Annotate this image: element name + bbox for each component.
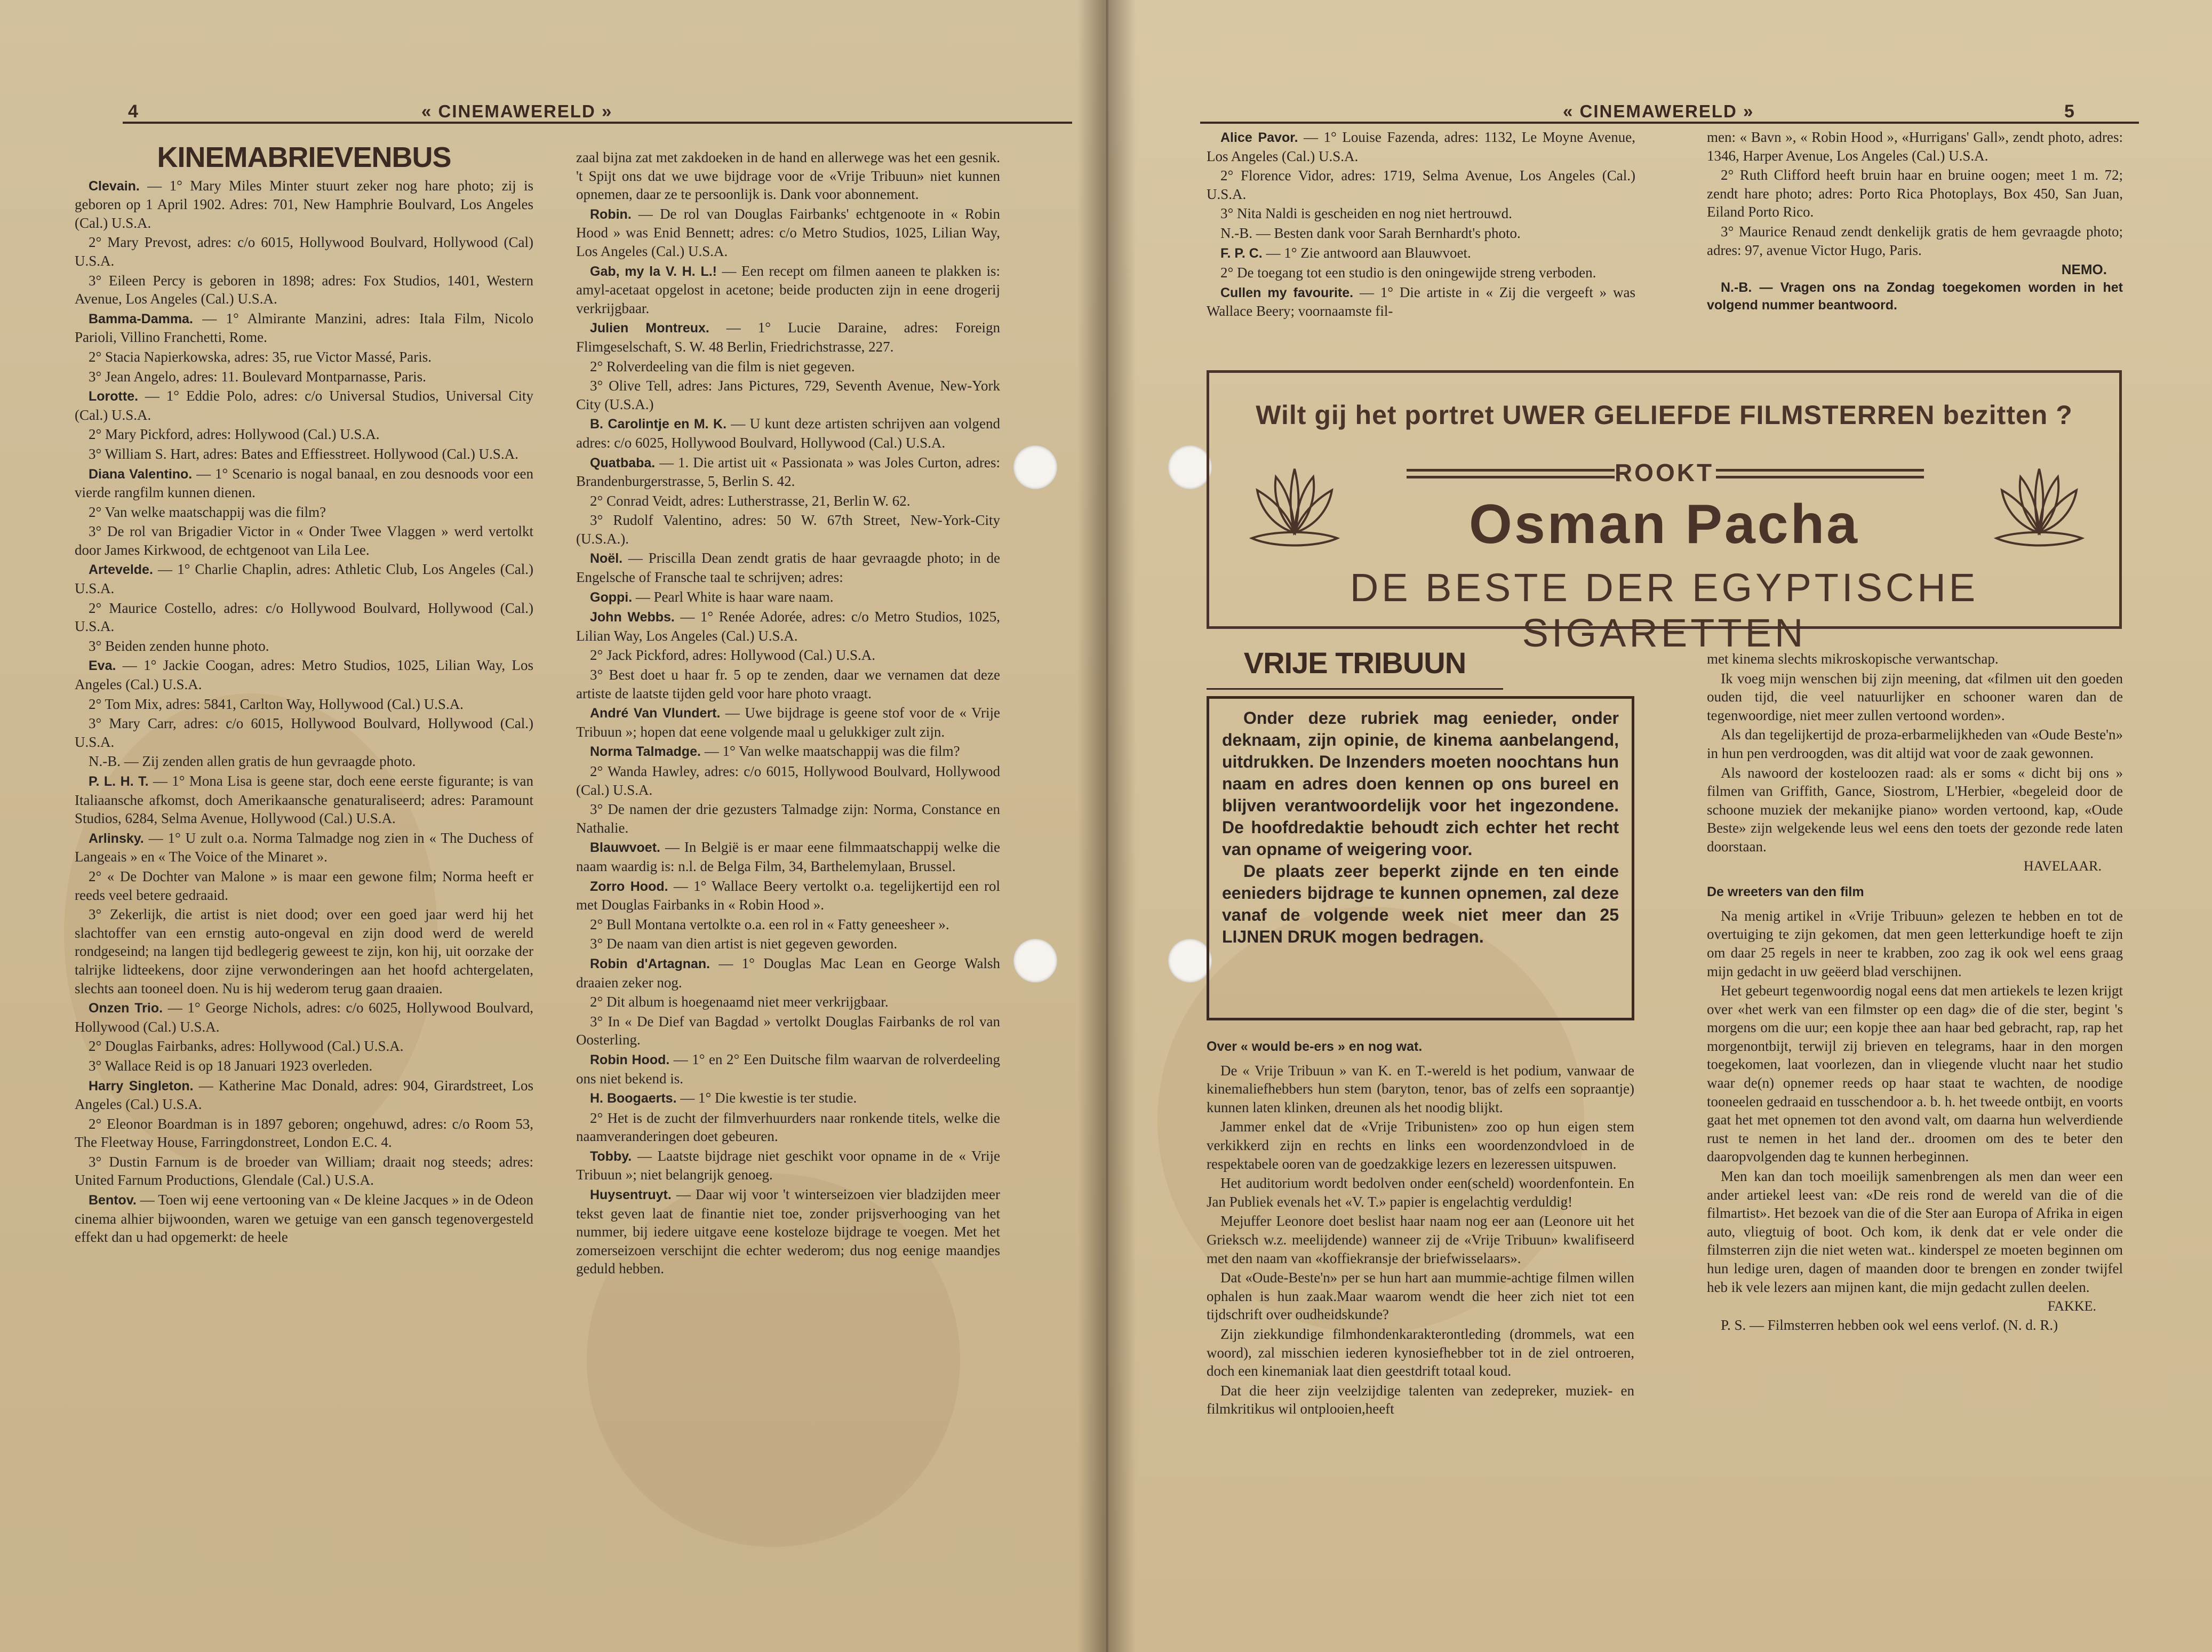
paragraph-text: 2° Mary Pickford, adres: Hollywood (Cal.) U.S.A. (89, 426, 380, 443)
correspondent-name: B. Carolintje en M. K. (590, 417, 727, 432)
paragraph (576, 915, 1000, 934)
paragraph (576, 954, 1000, 992)
paragraph (75, 503, 533, 522)
paragraph (1207, 1268, 1634, 1324)
correspondent-name: Robin. (590, 206, 632, 222)
paragraph (75, 272, 533, 308)
paragraph-text: — 1° Renée Adorée, adres: c/o Metro Studios, 1025, Lilian Way, Los Angeles (Cal.) U.S.A. (576, 609, 1000, 644)
paragraph (1707, 669, 2123, 725)
paragraph (75, 465, 533, 502)
paragraph-text: Mejuffer Leonore doet beslist haar naam nog eer aan (Leonore uit het Grieksch w.z. meelijdende) wanneer zij de «Vrije Tribuun» kwalifiseerd met den naam van «koffiekransje der briefwisselaars». (1207, 1213, 1634, 1266)
paragraph-text: 3° Dustin Farnum is de broeder van William; draait nog steeds; adres: United Farnum Productions, Glendale (Cal.) U.S.A. (75, 1153, 533, 1188)
correspondent-name: Alice Pavor. (1220, 130, 1298, 145)
paragraph-text: — Katherine Mac Donald, adres: 904, Girardstreet, Los Angeles (Cal.) U.S.A. (75, 1077, 533, 1113)
right-running-head (1104, 101, 2212, 128)
paragraph-text: 2° Het is de zucht der filmverhuurders naar ronkende titels, welke die naamveranderingen doet gebeuren. (576, 1110, 1000, 1145)
paragraph-text: Ik voeg mijn wenschen bij zijn meening, dat «filmen uit den goeden ouden tijd, die veel natuurlijker en schooner waren dan de tegenwoordige, niet meer zullen vertoond worden». (1707, 670, 2123, 723)
article-body (1707, 650, 2123, 856)
paragraph-text: 3° Mary Carr, adres: c/o 6015, Hollywood Boulvard, Hollywood (Cal.) U.S.A. (75, 715, 533, 750)
postscript: P. S. — Filmsterren hebben ook wel eens verlof. (N. d. R.) (1721, 1316, 2058, 1333)
correspondent-name: F. P. C. (1220, 245, 1263, 261)
paragraph (576, 262, 1000, 318)
paragraph-text: 2° Douglas Fairbanks, adres: Hollywood (Cal.) U.S.A. (89, 1038, 404, 1055)
paragraph-text: Dat «Oude-Beste'n» per se hun hart aan mummie-achtige filmen willen ophalen is hun zaak.Maar waarom wendt die heer zich niet tot een tijdschrift over oudheidskunde? (1207, 1270, 1634, 1323)
signature: HAVELAAR. (2023, 858, 2102, 874)
running-head-title: « CINEMAWERELD » (1563, 101, 1754, 121)
paragraph (1207, 1062, 1634, 1117)
paragraph (1707, 907, 2123, 980)
answers-column-1 (1207, 128, 1635, 322)
paragraph-text: 2° Tom Mix, adres: 5841, Carlton Way, Hollywood (Cal.) U.S.A. (89, 696, 464, 712)
paragraph (1707, 650, 2123, 668)
paragraph-text: Het gebeurt tegenwoordig nogal eens dat men artiekels te lezen krijgt over «het werk van een filmster op een dag» die of die ster, begint 's morgens om die uur; een kopje thee aan haar bed gebracht, rap, rap het morgenontbijt, terwijl zij brieven en telegrams, haar in den morgen toegekomen, laat voorlezen, dan in vliegende vlucht naar het studio waar de(n) opnemer reeds op haar staat te wachten, de noodige tooneelen gedraaid en tusschendoor a. b. h. het tweede ontbijt, en voorts gaat het met opnemen tot den avond valt, om daarna hun welverdiende rust te nemen in het land der.. droomen om des te beter den daaropvolgenden dag te kunnen herbeginnen. (1707, 983, 2123, 1165)
paragraph-text: 3° Wallace Reid is op 18 Januari 1923 overleden. (89, 1057, 373, 1074)
paragraph-text: — Daar wij voor 't winterseizoen vier bladzijden meer tekst geven laat de finantie niet toe, zonder prijsverhooging van het nummer, bij iedere uitgave eene kosteloze bijdrage te voegen. Met het zomerseizoen verschijnt die echter wederom; dus nog eenige maandjes geduld hebben. (576, 1186, 1000, 1277)
paragraph (75, 867, 533, 904)
notice-paragraph: De plaats zeer beperkt zijnde en ten einde eenieders bijdrage te kunnen opnemen, zal deze vanaf de volgende week niet meer dan 25 LIJNEN DRUK mogen bedragen. (1222, 861, 1619, 946)
paragraph-text: 2° Van welke maatschappij was die film? (89, 504, 326, 520)
paragraph-text: 2° Eleonor Boardman is in 1897 geboren; ongehuwd, adres: c/o Room 53, The Fleetway House, Farringdonstreet, London E.C. 4. (75, 1115, 533, 1151)
osman-pacha-advert (1207, 370, 2122, 655)
paragraph (1207, 204, 1635, 223)
paragraph-text: 3° Best doet u haar fr. 5 op te zenden, daar we vernamen dat deze artiste de laatste tijden geld voor hare photo vraagt. (576, 667, 1000, 701)
paragraph-text: 3° Rudolf Valentino, adres: 50 W. 67th Street, New-York-City (U.S.A.). (576, 512, 1000, 547)
paragraph-text: 3° In « De Dief van Bagdad » vertolkt Douglas Fairbanks de rol van Oosterling. (576, 1013, 1000, 1048)
paragraph-text: 3° Beiden zenden hunne photo. (89, 637, 269, 654)
paragraph-text: 2° Jack Pickford, adres: Hollywood (Cal.) U.S.A. (590, 647, 875, 664)
paragraph-text: 2° Wanda Hawley, adres: c/o 6015, Hollywood Boulvard, Hollywood (Cal.) U.S.A. (576, 763, 1000, 798)
paragraph-text: — Priscilla Dean zendt gratis de haar gevraagde photo; in de Engelsche of Fransche taal te schrijven; adres: (576, 550, 1000, 586)
nb-note: N.-B. — Vragen ons na Zondag toegekomen worden in het volgend nummer beantwoord. (1707, 280, 2123, 313)
paragraph-text: — 1° Die kwestie is ter studie. (676, 1090, 857, 1106)
correspondent-name: Gab, my la V. H. L.! (590, 264, 717, 279)
paragraph (1207, 1382, 1634, 1418)
paragraph (75, 772, 533, 828)
spine-gutter (1077, 0, 1136, 1652)
paragraph-text: 3° Maurice Renaud zendt denkelijk gratis de hem gevraagde photo; adres: 97, avenue Victor Hugo, Paris. (1707, 223, 2123, 258)
paragraph-text: — 1° U zult o.a. Norma Talmadge nog zien in « The Duchess of Langeais » en « The Voice of the Minaret ». (75, 829, 533, 865)
paragraph (576, 1185, 1000, 1278)
paragraph (75, 1037, 533, 1056)
paragraph-text: — In België is er maar eene filmmaatschappij welke die naam waardig is: n.l. de Belga Film, 34, Barthelemylaan, Brussel. (576, 839, 1000, 874)
answers-column-2 (1707, 128, 2123, 315)
left-page (0, 0, 1104, 1652)
paragraph (1707, 222, 2123, 259)
paragraph-text: 2° Conrad Veidt, adres: Lutherstrasse, 21, Berlin W. 62. (590, 492, 911, 509)
paragraph (1207, 244, 1635, 263)
correspondent-name: Arlinsky. (89, 831, 144, 846)
correspondent-name: Noël. (590, 551, 623, 566)
paragraph-text: Het auditorium wordt bedolven onder een(scheld) woordenfontein. En Jan Publiek evenals het «V. T.» papier is engelachtig verduldig! (1207, 1175, 1634, 1210)
paragraph-text: — Pearl White is haar ware naam. (632, 588, 834, 605)
paragraph (75, 522, 533, 559)
article-subtitle: Over « would be-ers » en nog wat. (1207, 1039, 1423, 1054)
vrije-tribuun-notice (1207, 696, 1634, 1020)
paragraph (1207, 1174, 1634, 1211)
header-rule (123, 122, 1072, 124)
paragraph-text: — 1° Douglas Mac Lean en George Walsh draaien zeker nog. (576, 955, 1000, 991)
paragraph (1707, 128, 2123, 165)
column-title: KINEMABRIEVENBUS (157, 141, 451, 173)
correspondent-name: Clevain. (89, 178, 140, 194)
paragraph-text: — 1° en 2° Een Duitsche film waarvan de rolverdeeling ons niet bekend is. (576, 1051, 1000, 1087)
paragraph (1207, 128, 1635, 165)
paragraph-text: — 1° Die artiste in « Zij die vergeeft » was Wallace Beery; voornaamste fil- (1207, 284, 1635, 320)
paragraph-text: — 1° Louise Fazenda, adres: 1132, Le Moyne Avenue, Los Angeles (Cal.) U.S.A. (1207, 129, 1636, 164)
running-head-title: « CINEMAWERELD » (421, 101, 613, 121)
paragraph-text: 2° « De Dochter van Malone » is maar een gewone film; Norma heeft er reeds veel betere gedraaid. (75, 868, 533, 903)
paragraph (576, 414, 1000, 452)
paragraph-text: — 1° Mary Miles Minter stuurt zeker nog hare photo; zij is geboren op 1 April 1902. Adres: 701, New Hamphrie Boulvard, Los Angeles (Cal.) U.S.A. (75, 177, 533, 231)
notice-paragraph: Onder deze rubriek mag eenieder, onder deknaam, zijn opinie, de kinema aanbelangend, uitdrukken. De Inzenders moeten noochtans hun naam en adres doen kennen op ons bureel en blijven verantwoordelijk voor het ingezondene. De hoofdredaktie behoudt zich echter het recht van opname of weigering voor. (1222, 708, 1619, 859)
paragraph (75, 309, 533, 347)
paragraph-text: — 1° Scenario is nogal banaal, en zou desnoods voor een vierde rangfilm kunnen dienen. (75, 465, 533, 501)
paragraph (75, 714, 533, 751)
letters-list (75, 177, 533, 1247)
paragraph-text: Men kan dan toch moeilijk samenbrengen als men dan weer een ander artiekel leest van: «De reis rond de wereld van die of die filmartist». Het bezoek van die of die Ster aan Europa of Afrika in eigen auto, vliegtuig of boot. Och kom, ik denk dat er vele onder die filmsterren zijn die niet weten wat.. kinderspel ze moeten beginnen om hun ledige uren, dagen of maanden door te brengen en zonder twijfel heb ik vele lezers aan mijnen kant, die mijn gedacht zullen deelen. (1707, 1168, 2123, 1295)
letters-list (576, 148, 1000, 1278)
correspondent-name: Huysentruyt. (590, 1187, 672, 1203)
tribuun-column-2 (1707, 650, 2123, 1335)
paragraph (576, 704, 1000, 741)
paragraph-text: Dat die heer zijn veelzijdige talenten van zedepreker, muziek- en filmkritikus wil ontplooien,heeft (1207, 1382, 1634, 1417)
paragraph (576, 935, 1000, 953)
paragraph (576, 762, 1000, 799)
paragraph (75, 1057, 533, 1075)
paragraph (75, 999, 533, 1036)
paragraph-text: Na menig artikel in «Vrije Tribuun» gelezen te hebben en tot de overtuiging te zijn gekomen, dat men geen letterkundige hoeft te zijn om daar 25 regels in neer te krabben, zoo zag ik ook wel eens graag mijn gedacht in uw geëerd blad verschijnen. (1707, 907, 2123, 979)
paragraph (75, 1115, 533, 1152)
paragraph (75, 445, 533, 464)
paragraph (75, 177, 533, 233)
paragraph-text: 3° Nita Naldi is gescheiden en nog niet hertrouwd. (1220, 205, 1512, 222)
lotus-ornament-icon (1247, 464, 1343, 554)
signature: NEMO. (2061, 261, 2107, 278)
paragraph (1207, 264, 1635, 282)
correspondent-name: Tobby. (590, 1148, 632, 1164)
paragraph-text: 3° Eileen Percy is geboren in 1898; adres: Fox Studios, 1401, Western Avenue, Los Angeles (Cal.) U.S.A. (75, 272, 533, 307)
paragraph-text: Als dan tegelijkertijd de proza-erbarmelijkheden van «Oude Beste'n» in hun pen verdroogden, was dit altijd wat voor de zaak gewonnen. (1707, 727, 2123, 761)
paragraph-text: — Uwe bijdrage is geene stof voor de « Vrije Tribuun »; hopen dat eene volgende maal u gelukkiger zult zijn. (576, 705, 1000, 740)
paragraph-text: 3° De rol van Brigadier Victor in « Onder Twee Vlaggen » werd vertolkt door James Kirkwood, de echtgenoot van Lila Lee. (75, 523, 533, 558)
answers-list (1207, 128, 1635, 321)
answers-list (1707, 128, 2123, 259)
paragraph (75, 656, 533, 693)
paragraph-text: — 1° Almirante Manzini, adres: Itala Film, Nicolo Parioli, Villino Franchetti, Rome. (75, 310, 533, 346)
paragraph-text: 3° Jean Angelo, adres: 11. Boulevard Montparnasse, Paris. (89, 368, 426, 385)
article-body (1707, 907, 2123, 1296)
paragraph-text: — 1. Die artist uit « Passionata » was Joles Curton, adres: Brandenburgerstrasse, 5, Berlin S. 42. (576, 454, 1000, 490)
paragraph (1207, 1212, 1634, 1267)
paragraph-text: — 1° Jackie Coogan, adres: Metro Studios, 1025, Lilian Way, Los Angeles (Cal.) U.S.A. (75, 657, 533, 693)
paragraph-text: 2° De toegang tot een studio is den oningewijde streng verboden. (1220, 265, 1596, 281)
letters-column-2 (576, 148, 1000, 1279)
paragraph (1707, 725, 2123, 762)
correspondent-name: Zorro Hood. (590, 879, 668, 894)
page-number: 4 (128, 101, 139, 122)
paragraph (576, 549, 1000, 586)
paragraph-text: zaal bijna zat met zakdoeken in de hand en allerwege was het een gesnik. 't Spijt ons dat we uwe bijdrage voor de «Vrije Tribuun» niet kunnen opnemen, daar ze te persoonlijk is. Dank voor abonnement. (576, 149, 1000, 203)
correspondent-name: Blauwvoet. (590, 840, 660, 856)
advert-rookt: ROOKT (1614, 459, 1714, 486)
paragraph (576, 1012, 1000, 1049)
correspondent-name: Cullen my favourite. (1220, 285, 1354, 300)
paragraph-text: — 1° Van welke maatschappij was die film? (700, 743, 960, 760)
paragraph (576, 357, 1000, 376)
paragraph (576, 1089, 1000, 1108)
letters-column-1 (75, 141, 533, 1248)
paragraph-text: 3° Olive Tell, adres: Jans Pictures, 729, Seventh Avenue, New-York City (U.S.A.) (576, 378, 1000, 412)
paragraph (1207, 166, 1635, 203)
paragraph-text: — 1° Mona Lisa is geene star, doch eene eerste figurante; is van Italiaansche afkomst, doch Amerikaansche genaturaliseerd; adres: Paramount Studios, 6284, Selma Avenue, Hollywood (Cal.) U.S.A. (75, 773, 533, 827)
paragraph-text: met kinema slechts mikroskopische verwantschap. (1707, 651, 1999, 667)
correspondent-name: Bamma-Damma. (89, 311, 193, 326)
paragraph-text: 3° De namen der drie gezusters Talmadge zijn: Norma, Constance en Nathalie. (576, 801, 1000, 836)
correspondent-name: Robin Hood. (590, 1052, 670, 1067)
paragraph (75, 752, 533, 771)
paragraph (576, 453, 1000, 491)
paragraph (75, 233, 533, 270)
paragraph-text: 2° Florence Vidor, adres: 1719, Selma Avenue, Los Angeles (Cal.) U.S.A. (1207, 167, 1635, 202)
paragraph-text: 2° Dit album is hoegenaamd niet meer verkrijgbaar. (590, 994, 889, 1010)
advert-question: Wilt gij het portret UWER GELIEFDE FILMSTERREN bezitten ? (1256, 400, 2073, 430)
paragraph (576, 1050, 1000, 1088)
paragraph-text: men: « Bavn », « Robin Hood », «Hurrigans' Gall», zendt photo, adres: 1346, Harper Avenue, Los Angeles (Cal.) U.S.A. (1707, 129, 2123, 164)
paragraph (75, 387, 533, 424)
paragraph (1207, 224, 1635, 243)
paragraph (576, 511, 1000, 548)
paragraph (576, 1109, 1000, 1146)
paragraph (1207, 1325, 1634, 1380)
lotus-ornament-icon (1991, 464, 2087, 554)
correspondent-name: Quatbaba. (590, 455, 656, 470)
paragraph (75, 637, 533, 656)
paragraph (576, 588, 1000, 607)
paragraph-text: — Toen wij eene vertooning van « De kleine Jacques » in de Odeon cinema alhier bijwoonden, waren we getuige van een gansch tegenovergesteld effekt dan u had opgemerkt: de heele (75, 1192, 533, 1246)
advert-brand: Osman Pacha (1469, 493, 1859, 555)
paragraph-text: Jammer enkel dat de «Vrije Tribunisten» zoo op hun eigen stem verkikkerd zijn en rechts en links een woordenzondvloed in de respektabele ooren van de goedzakkige lezers en lezeressen uitspuwen. (1207, 1119, 1634, 1172)
paragraph-text: — 1° George Nichols, adres: c/o 6025, Hollywood Boulvard, Hollywood (Cal.) U.S.A. (75, 1000, 533, 1035)
paragraph (1707, 764, 2123, 856)
paragraph-text: — De rol van Douglas Fairbanks' echtgenoote in « Robin Hood » was Enid Bennett; adres: c/o Metro Studios, 1025, Lilian Way, Los Angeles (Cal.) U.S.A. (576, 205, 1000, 259)
paragraph (75, 560, 533, 597)
paragraph (75, 368, 533, 386)
paragraph (75, 829, 533, 866)
paragraph (576, 1147, 1000, 1184)
paragraph-text: — 1° Wallace Beery vertolkt o.a. tegelijkertijd een rol met Douglas Fairbanks in « Robin Hood ». (576, 877, 1000, 913)
paragraph-text: 3° William S. Hart, adres: Bates and Effiesstreet. Hollywood (Cal.) U.S.A. (89, 445, 518, 462)
paragraph (576, 993, 1000, 1011)
correspondent-name: Goppi. (590, 589, 633, 605)
paragraph-text: De « Vrije Tribuun » van K. en T.-wereld is het podium, vanwaar de kinemaliefhebbers hun stem (baryton, tenor, bas of zelfs een sopraantje) kunnen laten klinken, dreunen als het noodig blijkt. (1207, 1062, 1634, 1115)
tribuun-column-1 (1207, 1038, 1634, 1419)
vrije-tribuun-title: VRIJE TRIBUUN (1243, 646, 1466, 680)
correspondent-name: Norma Talmadge. (590, 744, 701, 760)
header-rule (1200, 122, 2139, 124)
article-subtitle: De wreeters van den film (1707, 884, 1864, 900)
paragraph (1707, 166, 2123, 221)
paragraph (75, 905, 533, 997)
punch-hole (1168, 939, 1212, 983)
paragraph (576, 742, 1000, 761)
punch-hole (1168, 445, 1212, 489)
correspondent-name: Eva. (89, 658, 116, 674)
paragraph-text: 2° Rolverdeeling van die film is niet gegeven. (590, 358, 855, 374)
correspondent-name: Bentov. (89, 1193, 137, 1208)
correspondent-name: Julien Montreux. (590, 321, 709, 336)
paragraph-text: 3° De naam van dien artist is niet gegeven geworden. (590, 936, 898, 952)
signature: FAKKE. (2047, 1298, 2096, 1314)
paragraph (576, 646, 1000, 665)
correspondent-name: Artevelde. (89, 562, 153, 578)
paragraph (75, 425, 533, 444)
paragraph (576, 492, 1000, 510)
correspondent-name: P. L. H. T. (89, 774, 149, 789)
paragraph (1207, 1118, 1634, 1173)
paragraph-text: N.-B. — Zij zenden allen gratis de hun gevraagde photo. (89, 753, 416, 770)
paragraph (75, 1191, 533, 1247)
paragraph-text: Als nawoord der kosteloozen raad: als er soms « dicht bij ons » filmen van Griffith, Gance, Siostrom, L'Herbier, «begeleid door de schoone muziek der mekanijke piano» worden vertoond, kap, «Oude Beste» zijn welgekende leus wel eens den toets der gezonde rede laten doorstaan. (1707, 764, 2123, 855)
advert-tagline: DE BESTE DER EGYPTISCHE SIGARETTEN (1349, 565, 1979, 655)
paragraph (576, 205, 1000, 261)
paragraph-text: — 1° Eddie Polo, adres: c/o Universal Studios, Universal City (Cal.) U.S.A. (75, 388, 533, 423)
punch-hole (1013, 939, 1057, 983)
paragraph-text: 2° Mary Prevost, adres: c/o 6015, Hollywood Boulvard, Hollywood (Cal) U.S.A. (75, 234, 533, 269)
paragraph-text: 2° Stacia Napierkowska, adres: 35, rue Victor Massé, Paris. (89, 348, 432, 365)
correspondent-name: André Van Vlundert. (590, 706, 721, 721)
paragraph-text: 2° Ruth Clifford heeft bruin haar en bruine oogen; meet 1 m. 72; zendt hare photo; adres: Porto Rica Photoplays, Box 450, San Juan, Eiland Porto Rico. (1707, 167, 2123, 220)
paragraph-text: — U kunt deze artisten schrijven aan volgend adres: c/o 6025, Hollywood Boulvard, Hollywood (Cal.) U.S.A. (576, 416, 1000, 451)
paragraph-text: — 1° Charlie Chaplin, adres: Athletic Club, Los Angeles (Cal.) U.S.A. (75, 561, 533, 597)
correspondent-name: Harry Singleton. (89, 1078, 194, 1094)
paragraph (75, 348, 533, 366)
paragraph-text: — 1° Lucie Daraine, adres: Foreign Flimgeselschaft, S. W. 48 Berlin, Friedrichstrasse, 227. (576, 320, 1000, 355)
paragraph (576, 377, 1000, 413)
paragraph-text: N.-B. — Besten dank voor Sarah Bernhardt's photo. (1220, 225, 1521, 241)
paragraph (576, 608, 1000, 645)
page-number: 5 (2064, 101, 2075, 122)
paragraph (1207, 283, 1635, 321)
correspondent-name: Diana Valentino. (89, 466, 193, 482)
correspondent-name: John Webbs. (590, 610, 675, 625)
paragraph (1707, 981, 2123, 1166)
left-running-head (0, 101, 1104, 128)
paragraph (576, 800, 1000, 837)
paragraph (576, 877, 1000, 914)
paragraph (75, 695, 533, 714)
paragraph-text: 3° Zekerlijk, die artist is niet dood; over een goed jaar werd hij het slachtoffer van een ernstig auto-ongeval en zijn dood werd de wereld rondgeseind; na langen tijd bedlegerig geweest te zijn, kon hij, uit oorzake der talrijke lidteekens, door zijne verwonderingen aan het hoofd achtergelaten, slechts aan tooneel doen. Nu is hij wederom terug gaan draaien. (75, 906, 533, 996)
paragraph (75, 1076, 533, 1114)
paragraph-text: — Een recept om filmen aaneen te plakken is: amyl-acetaat opgelost in acetone; beide producten zijn in eene drogerij verkrijgbaar. (576, 262, 1000, 316)
vrije-tribuun-rule (1207, 688, 1503, 690)
paragraph-text: 2° Maurice Costello, adres: c/o Hollywood Boulvard, Hollywood (Cal.) U.S.A. (75, 600, 533, 635)
punch-hole (1013, 445, 1057, 489)
paragraph-text: — 1° Zie antwoord aan Blauwvoet. (1262, 244, 1471, 261)
paragraph-text: — Laatste bijdrage niet geschikt voor opname in de « Vrije Tribuun »; niet belangrijk genoeg. (576, 1147, 1000, 1183)
paragraph (576, 666, 1000, 703)
paragraph (75, 1153, 533, 1190)
paragraph-text: 2° Bull Montana vertolkte o.a. een rol in « Fatty geneesheer ». (590, 916, 949, 932)
correspondent-name: Lorotte. (89, 389, 139, 404)
paragraph (75, 599, 533, 636)
article-body (1207, 1062, 1634, 1418)
correspondent-name: Onzen Trio. (89, 1001, 163, 1016)
correspondent-name: Robin d'Artagnan. (590, 956, 710, 971)
paragraph (576, 148, 1000, 204)
paragraph (576, 318, 1000, 356)
correspondent-name: H. Boogaerts. (590, 1091, 677, 1106)
paragraph (576, 838, 1000, 875)
paragraph-text: Zijn ziekkundige filmhondenkarakterontleding (drommels, wat een woord), zal misschien iederen kynosiefhebber tot in de ziel ontroeren, doch een kinemaniak laat dien geestdrift totaal koud. (1207, 1326, 1634, 1379)
paragraph (1707, 1167, 2123, 1296)
